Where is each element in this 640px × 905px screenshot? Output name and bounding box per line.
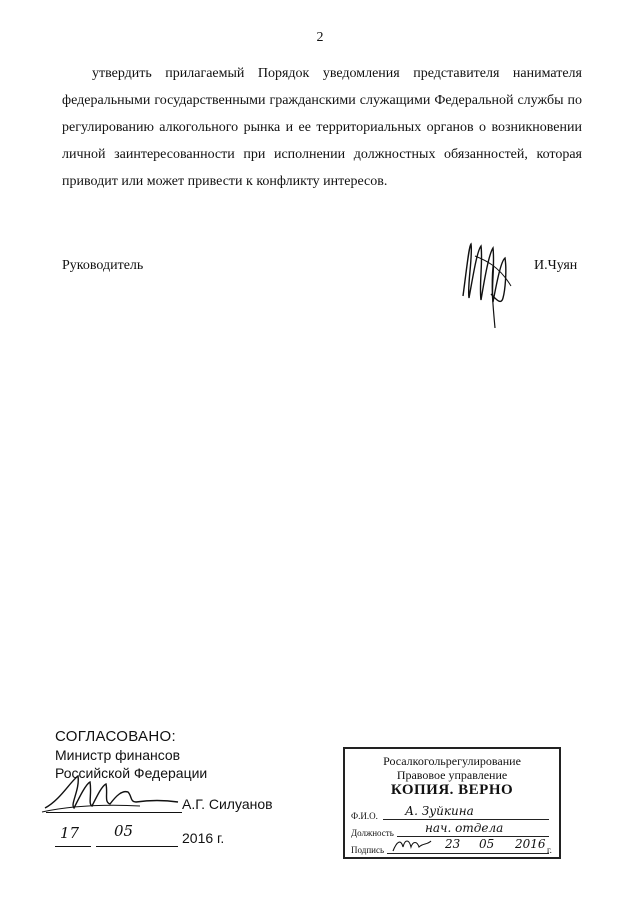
stamp-position-value: нач. отдела xyxy=(425,821,504,835)
minister-name: А.Г. Силуанов xyxy=(182,796,273,812)
date-month-handwritten: 05 xyxy=(114,822,134,840)
body-paragraph: утвердить прилагаемый Порядок уведомления представителя нанимателя федеральными государственными гражданскими служащими Федеральной службы по регулированию алкогольного рынка и ее территориальных органов о возникновении личной заинтересованности при исполнении должностных обязанностей, которая приводит или может привести к конфликту интересов. xyxy=(62,66,582,189)
certified-copy-stamp xyxy=(343,747,561,859)
date-day-handwritten: 17 xyxy=(60,824,80,842)
minister-signature-line xyxy=(46,812,182,813)
stamp-fio-label: Ф.И.О. xyxy=(351,811,378,821)
stamp-date-year: 2016 xyxy=(515,837,546,851)
stamp-position-label: Должность xyxy=(351,828,394,838)
stamp-signature xyxy=(391,835,433,855)
stamp-fio-value: А. Зуйкина xyxy=(405,804,474,818)
approval-position-line1: Министр финансов xyxy=(55,747,181,763)
stamp-year-suffix: г. xyxy=(547,845,552,855)
approval-position-line2: Российской Федерации xyxy=(55,765,208,781)
stamp-date-day: 23 xyxy=(445,837,461,851)
signatory-name: И.Чуян xyxy=(534,258,578,273)
stamp-department: Правовое управление xyxy=(396,768,508,782)
stamp-organization: Росалкогольрегулирование xyxy=(383,754,521,768)
head-signature xyxy=(455,236,525,331)
date-month-line xyxy=(96,826,178,847)
stamp-copy-mark: КОПИЯ. ВЕРНО xyxy=(390,782,514,798)
date-year: 2016 г. xyxy=(182,830,225,846)
page-number: 2 xyxy=(316,30,324,45)
minister-signature xyxy=(40,770,180,815)
signatory-role: Руководитель xyxy=(62,258,144,273)
approval-title: СОГЛАСОВАНО: xyxy=(55,728,176,745)
stamp-date-month: 05 xyxy=(479,837,495,851)
stamp-signature-label: Подпись xyxy=(351,845,385,855)
